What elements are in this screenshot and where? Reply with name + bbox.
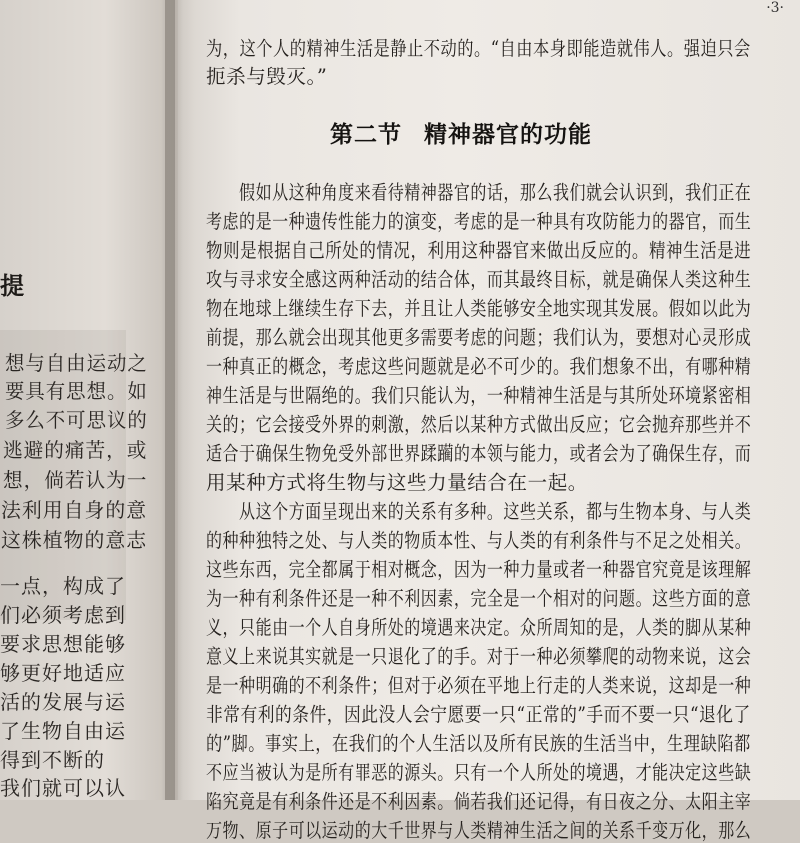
text-line: 假如从这种角度来看待精神器官的话，那么我们就会认识到，我们正在 — [206, 181, 752, 204]
text-line: 物则是根据自己所处的情况，利用这种器官来做出反应的。精神生活是进 — [206, 239, 752, 262]
text-line: 义，只能由一个人自身所处的境遇来决定。众所周知的是，人类的脚从某种 — [206, 616, 752, 639]
left-line: 够更好地适应 — [0, 661, 126, 685]
text-line: 用某种方式将生物与这些力量结合在一起。 — [206, 471, 588, 494]
text-line: 攻与寻求安全感这两种活动的结合体，而其最终目标，就是确保人类这种生 — [206, 268, 752, 291]
text-line: 陷究竟是有利条件还是不利因素。倘若我们还记得，有日夜之分、太阳主宰 — [206, 790, 752, 813]
left-line: 得到不断的 — [0, 748, 105, 772]
page-number: ·3· — [766, 0, 784, 16]
text-line: 一种真正的概念，考虑这些问题就是必不可少的。我们想象不出，有哪种精 — [206, 355, 752, 378]
text-line: 前提，那么就会出现其他更多需要考虑的问题；我们认为，要想对心灵形成 — [206, 326, 752, 349]
text-line: 是一种明确的不利条件；但对于必须在平地上行走的人类来说，这却是一种 — [206, 674, 752, 697]
left-heading-fragment: 提 — [0, 271, 24, 300]
left-line: 多么不可思议的 — [4, 408, 148, 432]
text-line: 物在地球上继续生存下去，并且让人类能够安全地实现其发展。假如以此为 — [206, 297, 752, 320]
section-number: 第二节 — [330, 121, 402, 148]
left-line: 要求思想能够 — [0, 632, 126, 656]
left-line: 活的发展与运 — [0, 690, 126, 714]
text-line: 为一种有利条件还是一种不利因素，完全是一个相对的问题。这些方面的意 — [206, 587, 752, 610]
left-line: 法利用自身的意 — [0, 498, 148, 522]
left-line: 们必须考虑到 — [0, 603, 126, 627]
text-line: 关的；它会接受外界的刺激，然后以某种方式做出反应；它会抛弃那些并不 — [206, 413, 752, 436]
left-page — [0, 0, 175, 800]
left-line: 想，倘若认为一 — [2, 468, 148, 492]
section-heading — [330, 116, 592, 149]
left-line: 我们就可以认 — [0, 776, 126, 800]
text-line: 意义上来说其实就是一只退化了的手。对于一种必须攀爬的动物来说，这会 — [206, 645, 752, 668]
text-line: 神生活是与世隔绝的。我们只能认为，一种精神生活是与其所处环境紧密相 — [206, 384, 752, 407]
left-line: 想与自由运动之 — [4, 351, 148, 375]
text-line: 适合于确保生物免受外部世界蹂躏的本领与能力，或者会为了确保生存，而 — [206, 442, 752, 465]
text-line: 扼杀与毁灭。” — [206, 65, 328, 88]
text-line: 万物、原子可以运动的大千世界与人类精神生活之间的关系千变万化，那么 — [206, 819, 752, 842]
left-line: 要具有思想。如 — [4, 379, 148, 403]
text-line: 为，这个人的精神生活是静止不动的。“自由本身即能造就伟人。强迫只会 — [206, 37, 751, 60]
text-line: 的”脚。事实上，在我们的个人生活以及所有民族的生活当中，生理缺陷都 — [206, 732, 751, 755]
text-line: 从这个方面呈现出来的关系有多种。这些关系，都与生物本身、与人类 — [206, 500, 752, 523]
left-line: 逃避的痛苦，或 — [2, 438, 148, 462]
left-line: 一点，构成了 — [0, 574, 126, 598]
section-title: 精神器官的功能 — [424, 121, 592, 148]
left-line: 这株植物的意志 — [0, 528, 148, 552]
text-line: 非常有利的条件，因此没人会宁愿要一只“正常的”手而不要一只“退化了 — [206, 703, 751, 726]
text-line: 这些东西，完全都属于相对概念，因为一种力量或者一种器官究竟是该理解 — [206, 558, 752, 581]
text-line: 不应当被认为是所有罪恶的源头。只有一个人所处的境遇，才能决定这些缺 — [206, 761, 752, 784]
left-line: 了生物自由运 — [0, 719, 126, 743]
text-line: 考虑的是一种遗传性能力的演变，考虑的是一种具有攻防能力的器官，而生 — [206, 210, 752, 233]
text-line: 的种种独特之处、与人类的物质本性、与人类的有利条件与不足之处相关。 — [206, 529, 752, 552]
